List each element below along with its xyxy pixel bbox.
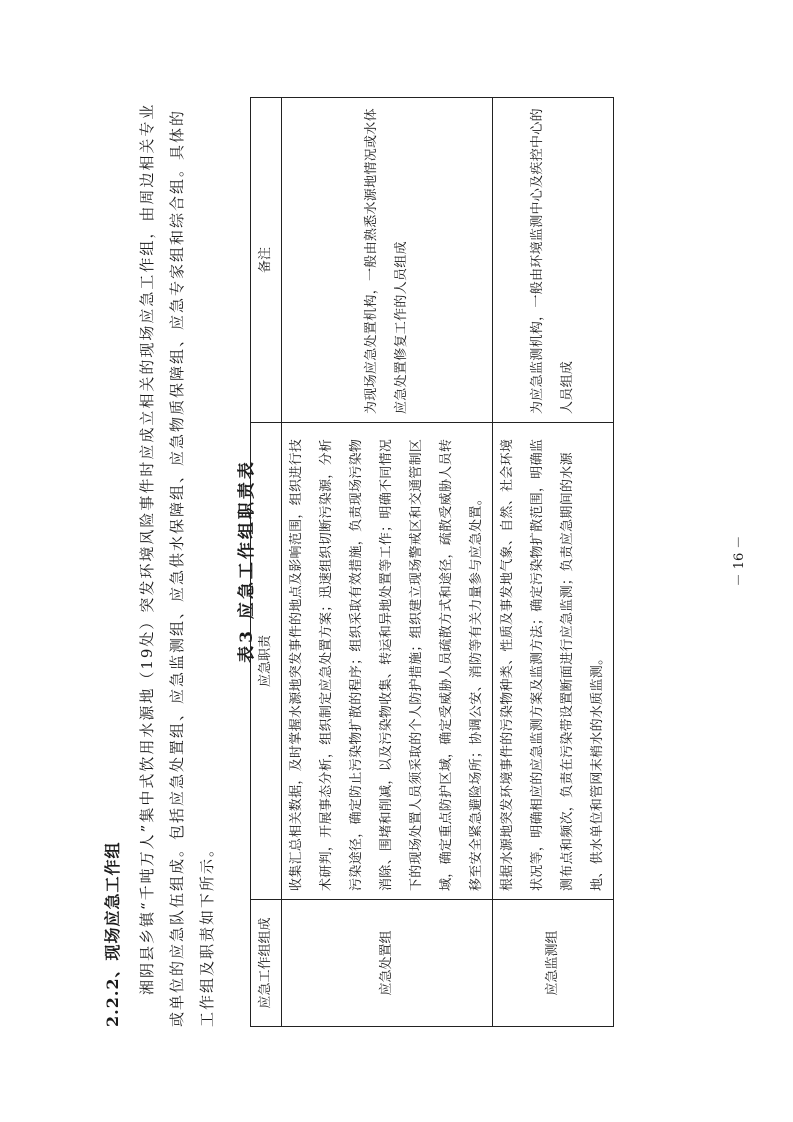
page-number: － 16 － [732,535,747,587]
row-group-name: 应急监测组 [493,900,614,1027]
row-remark: 为应急监测机构，一般由环境监测中心及疾控中心的人员组成 [493,98,614,423]
header-remark: 备注 [251,98,282,423]
duty-table [250,97,614,1027]
table-caption: 表3 应急工作组职责表 [237,459,257,663]
table-header-row [251,98,282,1027]
header-group: 应急工作组组成 [251,900,282,1027]
section-heading: 2.2.2、现场应急工作组 [103,841,122,1027]
header-duty: 应急职责 [251,423,282,900]
row-group-name: 应急处置组 [282,900,493,1027]
row-duty: 收集汇总相关数据，及时掌握水源地突发事件的地点及影响范围，组织进行技术研判，开展事态分析，组织制定应急处置方案；迅速组织切断污染源，分析污染途径，确定防止污染物扩散的程序；组织采取有效措施，负责现场污染物消除、围堵和削减，以及污染物收集、转运和异地处置等工作；明确不同情况下的现场处置人员须采取的个人防护措施；组织建立现场警戒区和交通管制区域，确定重点防护区域，确定受威胁人员疏散方式和途径，疏散受威胁人员转移至安全紧急避险场所；协调公安、消防等有关力量参与应急处置。 [282,423,493,900]
intro-paragraph: 湘阴县乡镇“千吨万人”集中式饮用水源地（19处）突发环境风险事件时应成立相关的现场应急工作组，由周边相关专业或单位的应急队伍组成。包括应急处置组、应急监测组、应急供水保障组、应急物质保障组、应急专家组和综合组。具体的工作组及职责如下所示。 [138,102,216,1027]
row-duty: 根据水源地突发环境事件的污染物种类、性质及事发地气象、自然、社会环境状况等，明确相应的应急监测方案及监测方法；确定污染物扩散范围，明确监测布点和频次，负责在污染带设置断面进行应急监测；负责应急期间的水源地、供水单位和管网末梢水的水质监测。 [493,423,614,900]
row-remark: 为现场应急处置机构，一般由熟悉水源地情况或水体应急处置修复工作的人员组成 [282,98,493,423]
table-row [282,98,493,1027]
table-row [493,98,614,1027]
